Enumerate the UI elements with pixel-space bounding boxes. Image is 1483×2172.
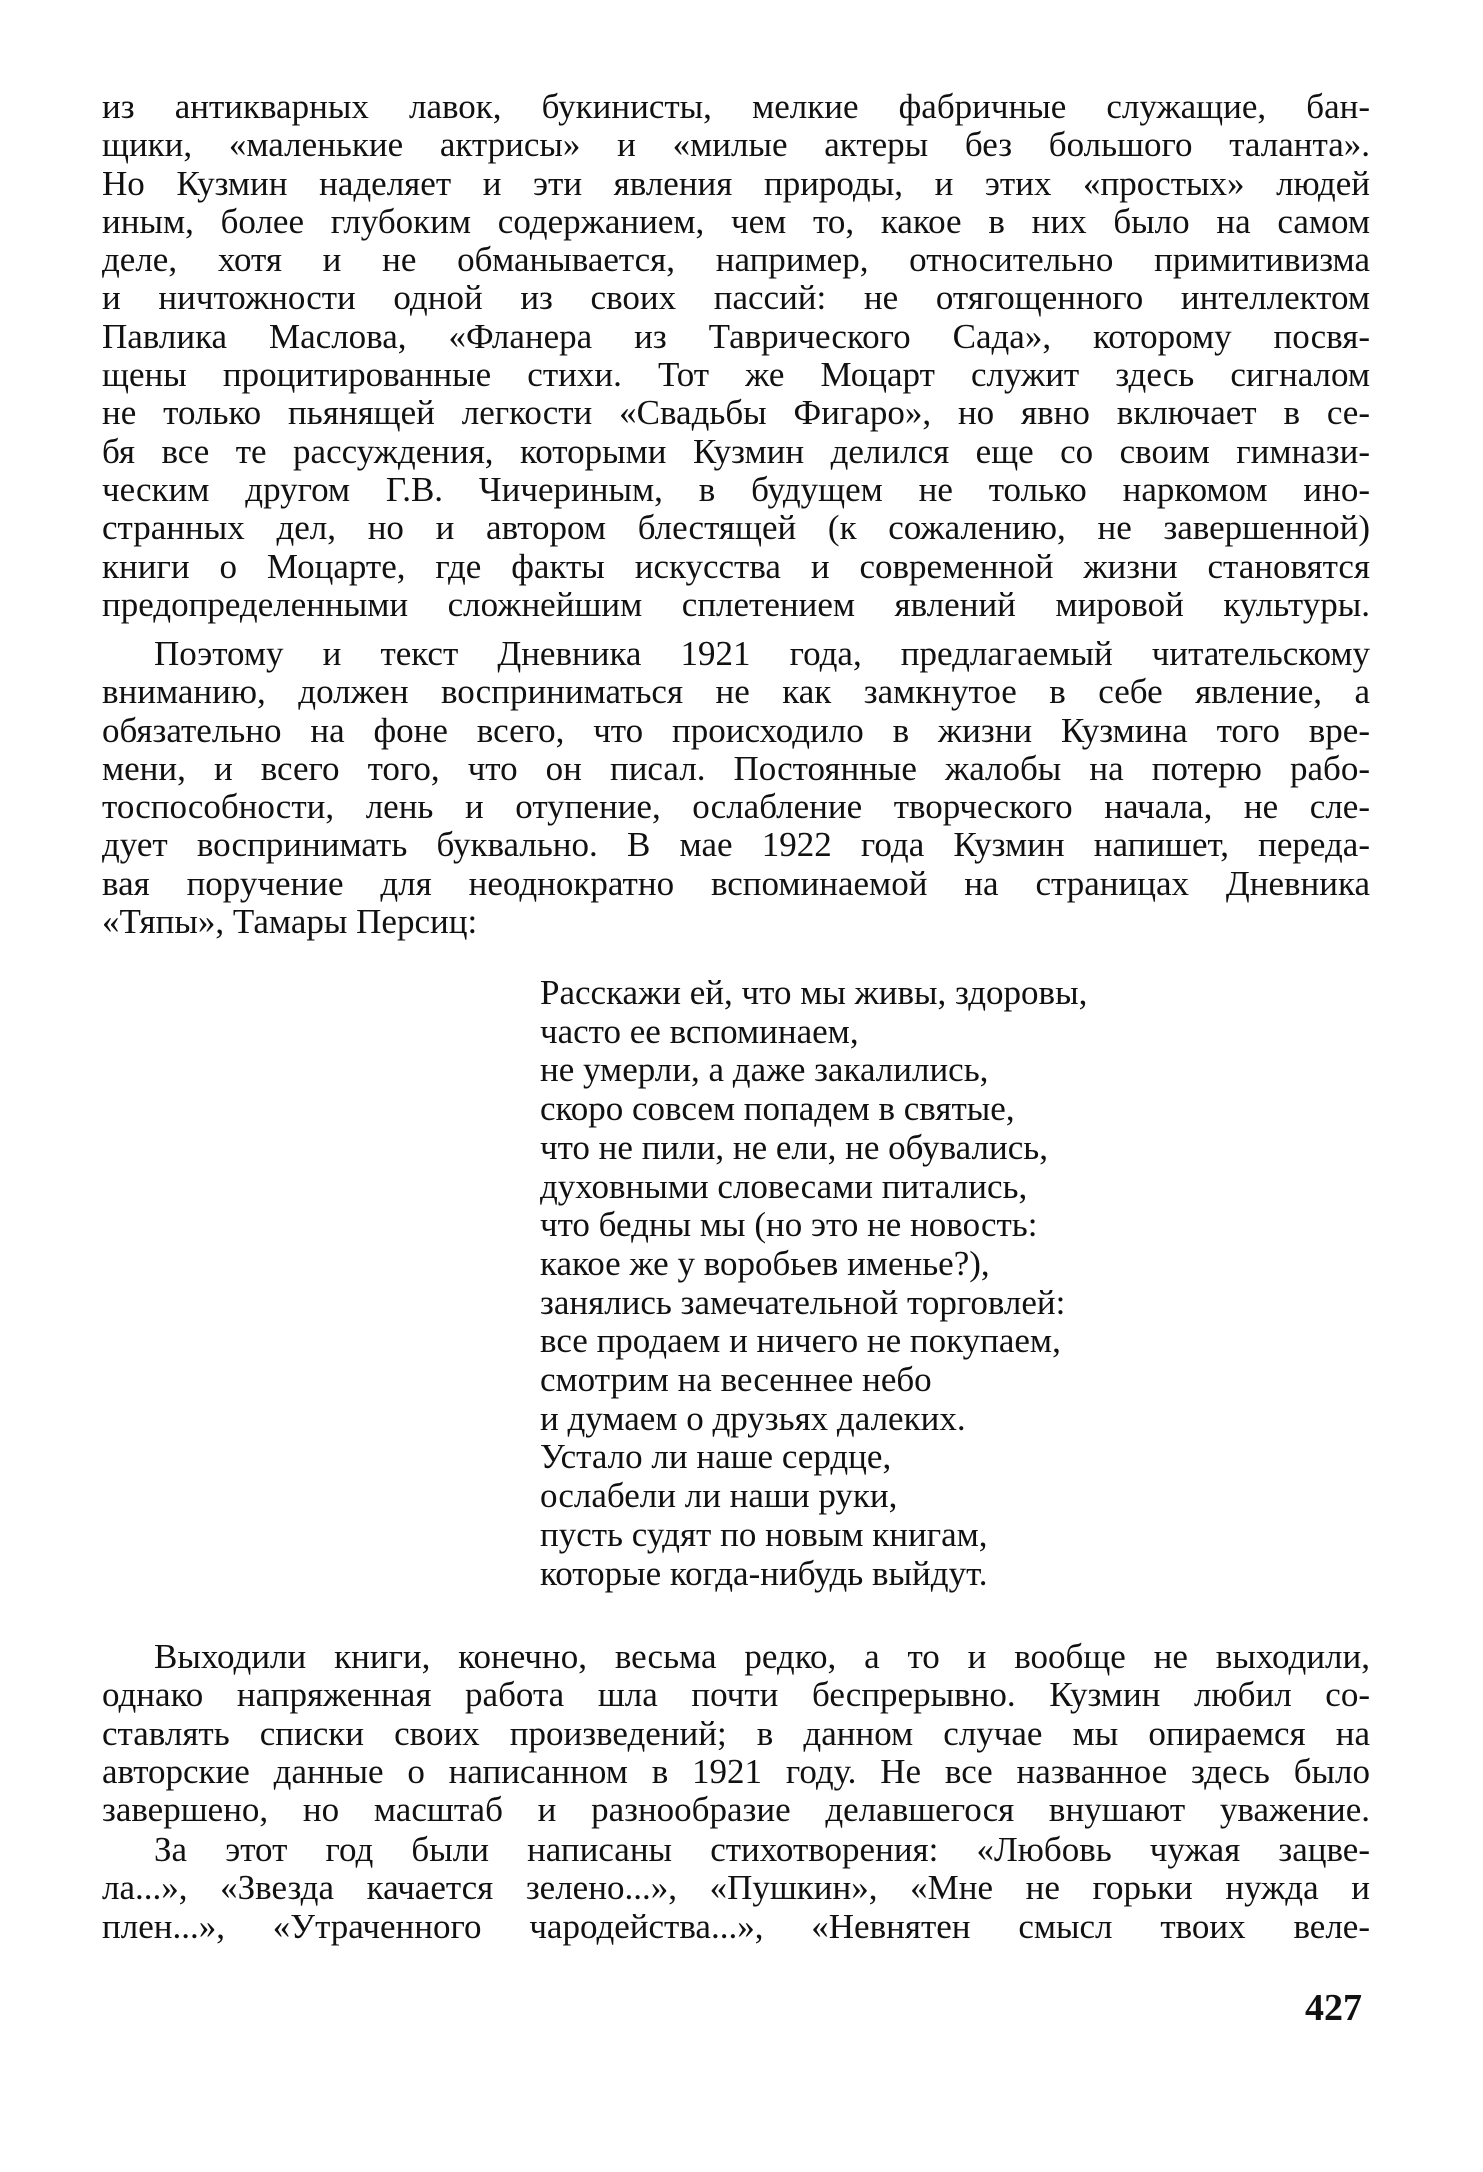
poem-line: пусть судят по новым книгам,: [540, 1514, 988, 1554]
text-line: из антикварных лавок, букинисты, мелкие фабричные служащие, бан-: [102, 87, 1370, 126]
poem-line: Устало ли наше сердце,: [540, 1437, 892, 1477]
text-line: книги о Моцарте, где факты искусства и современной жизни становятся: [102, 546, 1370, 586]
text-line: ческим другом Г.В. Чичериным, в будущем не только наркомом ино-: [102, 469, 1370, 509]
poem-line: часто ее вспоминаем,: [540, 1011, 859, 1051]
paragraph-text: [102, 88, 1370, 624]
poem-line: что не пили, не ели, не обувались,: [540, 1127, 1048, 1167]
poem-line: Расскажи ей, что мы живы, здоровы,: [540, 973, 1088, 1012]
text-line: вниманию, должен восприниматься не как замкнутое в себе явление, а: [102, 672, 1370, 712]
paragraph-3: [102, 1638, 1370, 1829]
text-line: предопределенными сложнейшим сплетением явлений мировой культуры.: [102, 584, 1370, 624]
paragraph-text: [102, 635, 1370, 941]
text-line: Павлика Маслова, «Фланера из Таврического Сада», которому посвя-: [102, 316, 1370, 356]
text-line: вая поручение для неоднократно вспоминаемой на страницах Дневника: [102, 863, 1370, 903]
text-line: дует воспринимать буквально. В мае 1922 года Кузмин напишет, переда-: [102, 825, 1370, 865]
text-line: Но Кузмин наделяет и эти явления природы, и этих «простых» людей: [102, 163, 1370, 203]
text-line: авторские данные о написанном в 1921 году. Не все названное здесь было: [102, 1751, 1370, 1791]
text-line: щены процитированные стихи. Тот же Моцарт служит здесь сигналом: [102, 355, 1370, 395]
text-line: «Тяпы», Тамары Персиц:: [102, 902, 478, 942]
text-line: щики, «маленькие актрисы» и «милые актеры без большого таланта».: [102, 125, 1370, 165]
text-line: Поэтому и текст Дневника 1921 года, предлагаемый читательскому: [154, 634, 1370, 673]
text-line: иным, более глубоким содержанием, чем то, какое в них было на самом: [102, 201, 1370, 241]
text-line: завершено, но масштаб и разнообразие делавшегося внушают уважение.: [102, 1790, 1370, 1830]
paragraph-4: [102, 1831, 1370, 1946]
text-line: ставлять списки своих произведений; в данном случае мы опираемся на: [102, 1713, 1370, 1753]
text-line: не только пьянящей легкости «Свадьбы Фигаро», но явно включает в се-: [102, 393, 1370, 433]
text-line: мени, и всего того, что он писал. Постоянные жалобы на потерю рабо-: [102, 748, 1370, 788]
poem-quote: [540, 974, 1087, 1593]
poem-line: смотрим на весеннее небо: [540, 1360, 932, 1400]
poem-line: все продаем и ничего не покупаем,: [540, 1321, 1061, 1361]
paragraph-text: [102, 1638, 1370, 1829]
text-line: За этот год были написаны стихотворения: «Любовь чужая зацве-: [154, 1830, 1370, 1869]
paragraph-text: [102, 1831, 1370, 1946]
paragraph-2: [102, 635, 1370, 941]
poem-line: какое же у воробьев именье?),: [540, 1243, 990, 1283]
poem-line: ослабели ли наши руки,: [540, 1476, 898, 1516]
paragraph-1: [102, 88, 1370, 624]
text-line: обязательно на фоне всего, что происходило в жизни Кузмина того вре-: [102, 710, 1370, 750]
page-number: 427: [1305, 1987, 1362, 2029]
text-line: однако напряженная работа шла почти беспрерывно. Кузмин любил со-: [102, 1675, 1370, 1715]
text-line: тоспособности, лень и отупение, ослабление творческого начала, не сле-: [102, 787, 1370, 827]
text-line: ла...», «Звезда качается зелено...», «Пушкин», «Мне не горьки нужда и: [102, 1868, 1370, 1908]
poem-line: духовными словесами питались,: [540, 1166, 1028, 1206]
poem-line: занялись замечательной торговлей:: [540, 1282, 1066, 1322]
text-line: деле, хотя и не обманывается, например, относительно примитивизма: [102, 240, 1370, 280]
poem-line: не умерли, а даже закалились,: [540, 1050, 989, 1090]
text-line: и ничтожности одной из своих пассий: не отягощенного интеллектом: [102, 278, 1370, 318]
poem-line: которые когда-нибудь выйдут.: [540, 1553, 988, 1593]
text-line: Выходили книги, конечно, весьма редко, а то и вообще не выходили,: [154, 1637, 1370, 1676]
poem-line: что бедны мы (но это не новость:: [540, 1205, 1038, 1245]
text-line: плен...», «Утраченного чародейства...», «Невнятен смысл твоих веле-: [102, 1906, 1370, 1946]
poem-line: скоро совсем попадем в святые,: [540, 1089, 1015, 1129]
poem-line: и думаем о друзьях далеких.: [540, 1398, 966, 1438]
text-line: бя все те рассуждения, которыми Кузмин делился еще со своим гимнази-: [102, 431, 1370, 471]
text-line: странных дел, но и автором блестящей (к сожалению, не завершенной): [102, 508, 1370, 548]
